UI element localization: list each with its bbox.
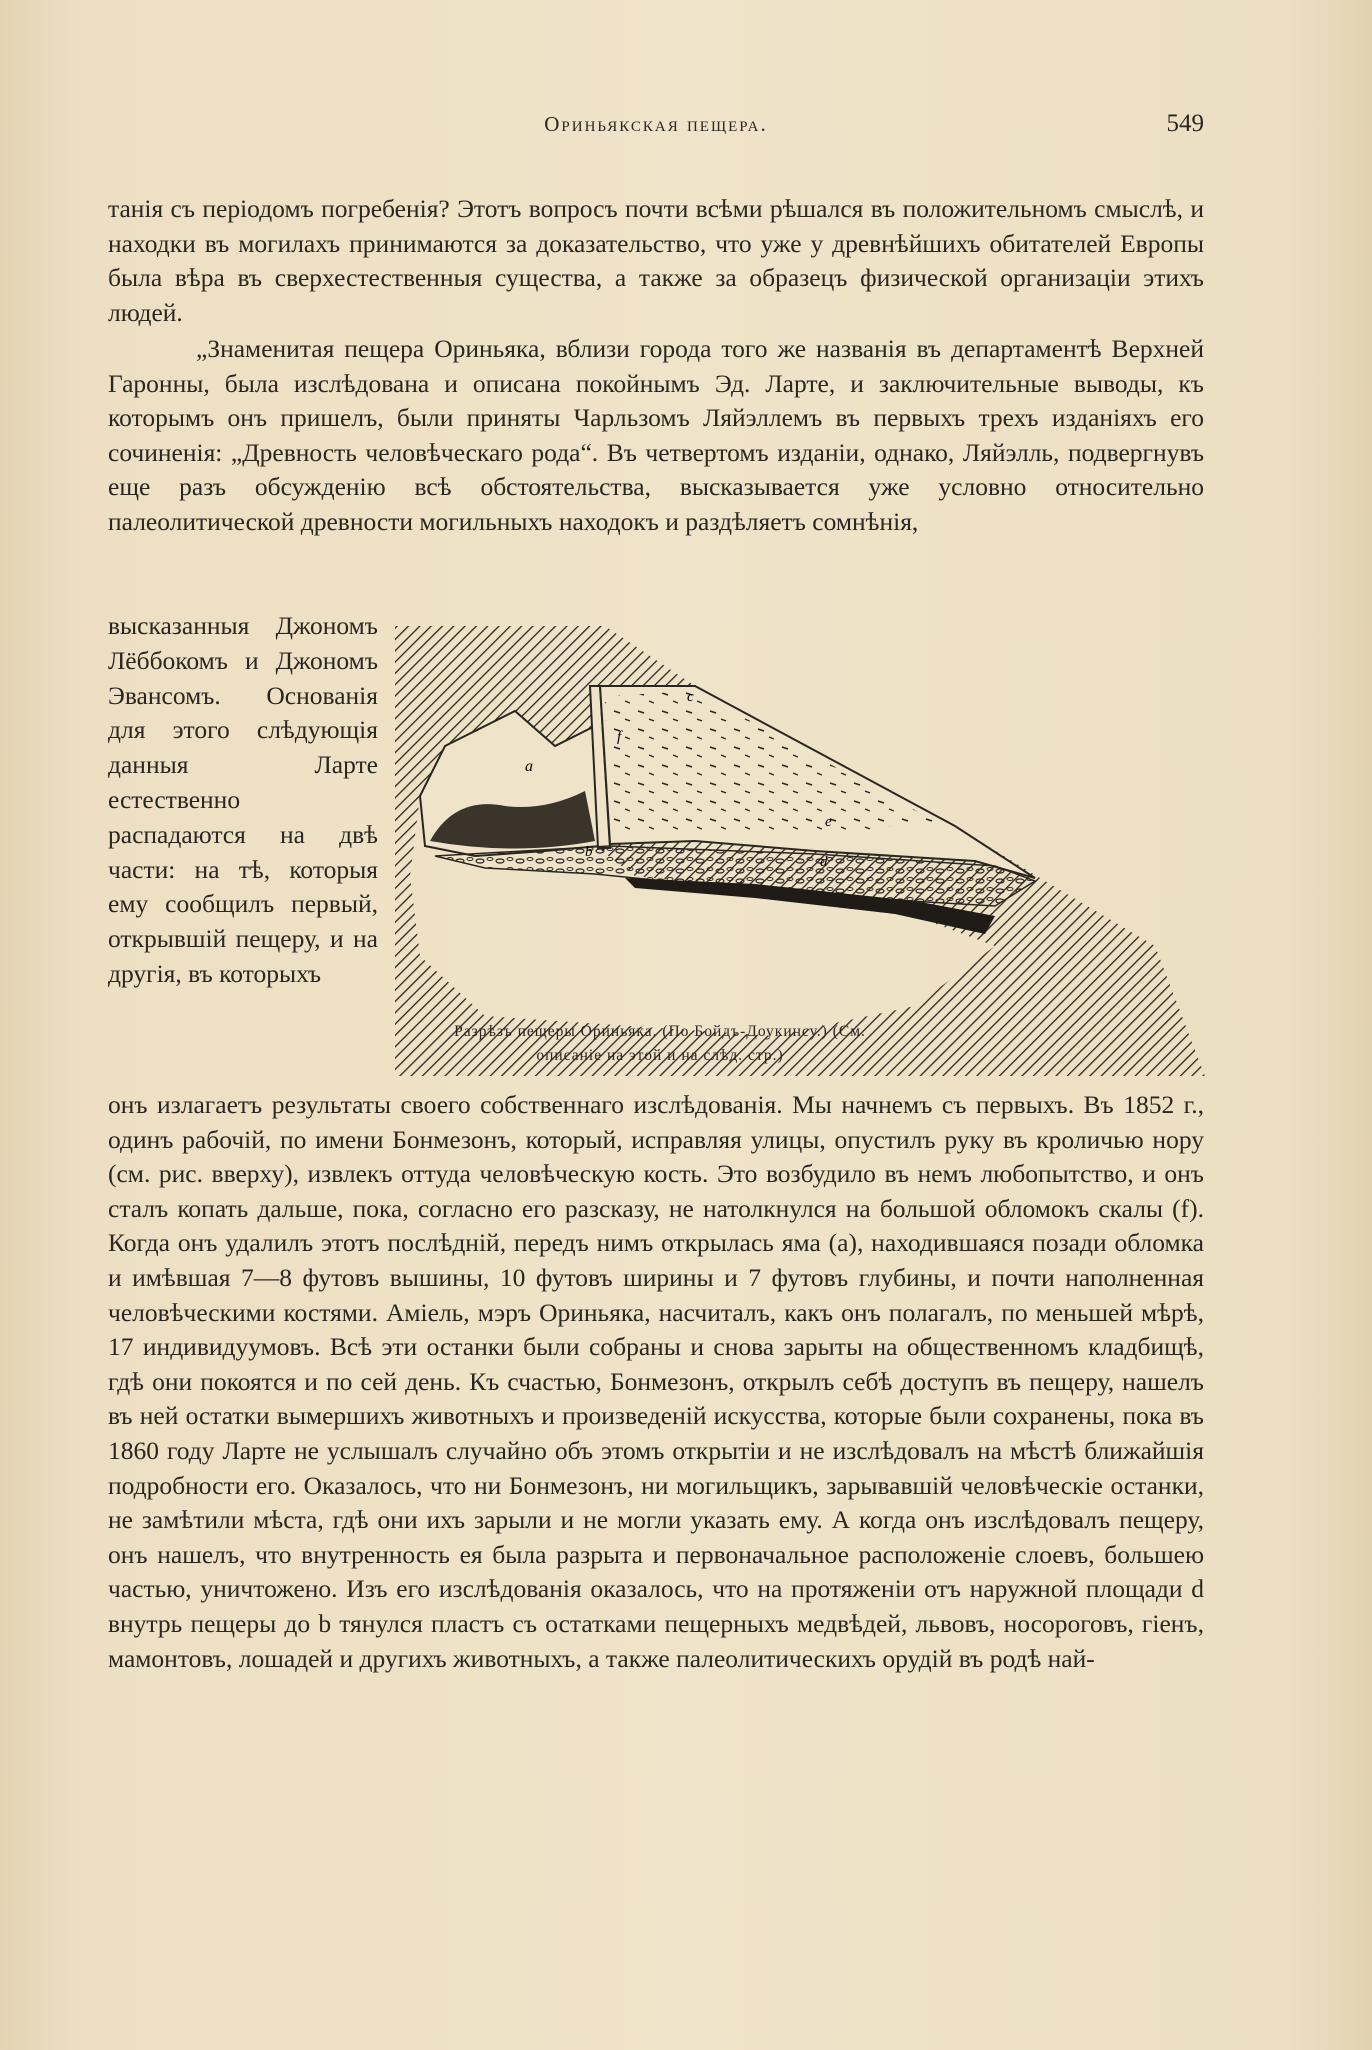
- running-title: Ориньякская пещера.: [544, 112, 768, 136]
- figure-label-d: d: [820, 854, 828, 870]
- paragraph-wrapped-text: высказанныя Джономъ Лёббокомъ и Джономъ Эвансомъ. Основанія для этого слѣдующія данныя Ларте естественно распадаются на двѣ части: на тѣ, которыя ему сообщилъ первый, открывшій пещеру, и на другія, въ которыхъ: [108, 611, 378, 988]
- paragraph-1: танія съ періодомъ погребенія? Этотъ вопросъ почти всѣми рѣшался въ положительномъ смыслѣ, и находки въ могилахъ принимаются за доказательство, что уже у древнѣйшихъ обитателей Европы была вѣра въ сверхестественныя существа, а также за образецъ физической организаціи этихъ людей.: [108, 194, 1204, 327]
- figure-label-a: a: [525, 758, 533, 775]
- running-head: [108, 112, 1204, 152]
- figure-label-f: f: [617, 729, 622, 745]
- paragraph-4: онъ излагаетъ результаты своего собственнаго изслѣдованія. Мы начнемъ съ первыхъ. Въ 1852 г., одинъ рабочій, по имени Бонмезонъ, который, исправляя улицы, опустилъ руку въ кроличью нору (см. рис. вверху), извлекъ оттуда человѣческую кость. Это возбудило въ немъ любопытство, и онъ сталъ копать дальше, пока, согласно его разсказу, не натолкнулся на большой обломокъ скалы (f). Когда онъ удалилъ этотъ послѣдній, передъ нимъ открылась яма (a), находившаяся позади обломка и имѣвшая 7—8 футовъ вышины, 10 футовъ ширины и 7 футовъ глубины, и почти наполненная человѣческими костями. Аміель, мэръ Ориньяка, насчиталъ, какъ онъ полагалъ, по меньшей мѣрѣ, 17 индивидуумовъ. Всѣ эти останки были собраны и снова зарыты на общественномъ кладбищѣ, гдѣ они покоятся и по сей день. Къ счастью, Бонмезонъ, открылъ себѣ доступъ въ пещеру, нашелъ въ ней остатки вымершихъ животныхъ и произведеній искусства, которые были сохранены, пока въ 1860 году Ларте не услышалъ случайно объ этомъ открытіи и не изслѣдовалъ на мѣстѣ ближайшія подробности его. Оказалось, что ни Бонмезонъ, ни могильщикъ, зарывавшій человѣческіе останки, не замѣтили мѣста, гдѣ они ихъ зарыли и не могли указать ему. А когда онъ изслѣдовалъ пещеру, онъ нашелъ, что внутренность ея была разрыта и первоначальное расположеніе слоевъ, большею частью, уничтожено. Изъ его изслѣдованія оказалось, что на протяженіи отъ наружной площади d внутрь пещеры до b тянулся пластъ съ остатками пещерныхъ медвѣдей, львовъ, носороговъ, гіенъ, мамонтовъ, лошадей и другихъ животныхъ, а также палеолитическихъ орудій въ родѣ най-: [108, 1090, 1204, 1673]
- cave-section-figure: [395, 616, 1205, 1076]
- page-number: 549: [1166, 110, 1204, 137]
- cave-section-illustration: [395, 616, 1205, 1076]
- figure-caption: Разрѣзъ пещеры Ориньяка. (По Бойдъ-Доукинсу.) (См. описаніе на этой и на слѣд. стр.): [454, 1023, 866, 1064]
- paragraph-2: „Знаменитая пещера Ориньяка, вблизи города того же названія въ департаментѣ Верхней Гаронны, была изслѣдована и описана покойнымъ Эд. Ларте, и заключительные выводы, къ которымъ онъ пришелъ, были приняты Чарльзомъ Ляйэллемъ въ первыхъ трехъ изданіяхъ его сочиненія: „Древность человѣческаго рода“. Въ четвертомъ изданіи, однако, Ляйэлль, подвергнувъ еще разъ обсужденію всѣ обстоятельства, высказывается уже условно относительно палеолитической древности могильныхъ находокъ и раздѣляетъ сомнѣнія,: [108, 334, 1204, 536]
- figure-label-e: e: [825, 814, 832, 830]
- figure-label-b: b: [585, 844, 593, 860]
- figure-label-c: c: [687, 689, 694, 705]
